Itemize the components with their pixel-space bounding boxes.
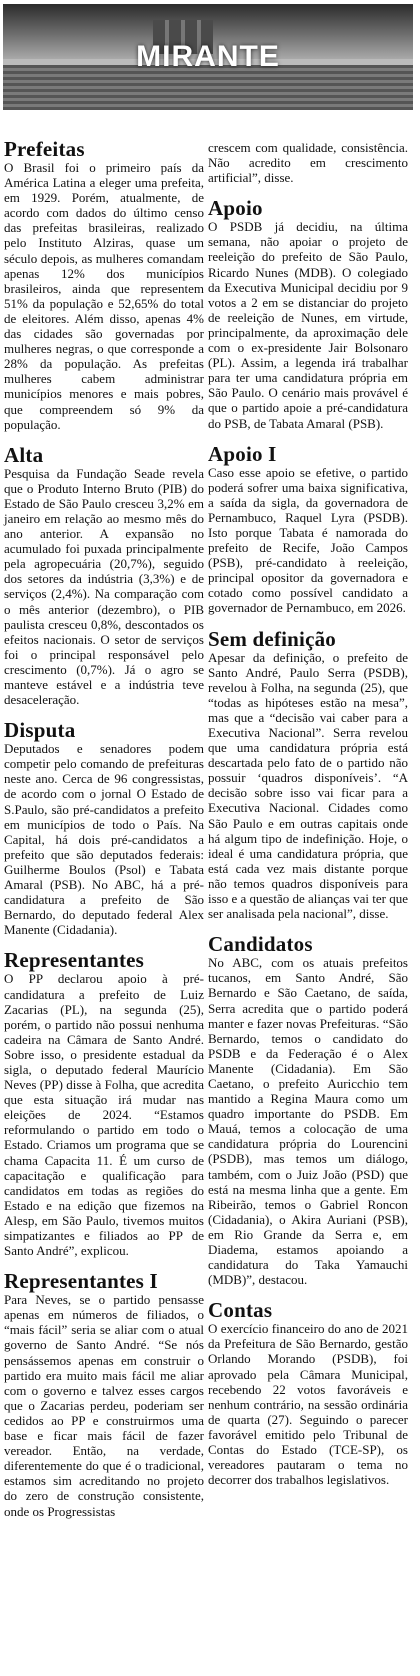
article-body: O exercício financeiro do ano de 2021 da Prefeitura de São Bernardo, gestão Orlando Morando (PSDB), foi aprovado pela Câmara Municipal, recebendo 22 votos favoráveis e nenhum contrário, na sessão ordinária de quarta (27). Seguindo o parecer favorável emitido pelo Tribunal de Contas do Estado (TCE-SP), os vereadores pautaram o tema no decorrer dos trabalhos legislativos.: [208, 1321, 408, 1488]
article-representantes-i-continued: [208, 140, 408, 185]
article-body: crescem com qualidade, consistência. Não acredito em crescimento artificial”, disse.: [208, 140, 408, 186]
article-body: No ABC, com os atuais prefeitos tucanos, em Santo André, São Bernardo e São Caetano, de saída, Serra acredita que o partido poderá manter e fazer novas Prefeituras. “São Bernardo, temos o candidato do PSDB e da Federação é o Alex Manente (Cidadania). Em São Caetano, o prefeito Auricchio tem mantido a Regina Maura como um quadro importante do PSDB. Em Mauá, temos a colocação de uma candidatura própria do Lourencini (PSDB), mas temos um diálogo, também, com o Juiz João (PSD) que está na mesma linha que a gente. Em Ribeirão, temos o Gabriel Roncon (Cidadania), o Akira Auriani (PSB), em Rio Grande da Serra e, em Diadema, estamos apoiando a candidatura do Taka Yamauchi (MDB)”, destacou.: [208, 955, 408, 1288]
article-body: O PP declarou apoio à pré-candidatura a prefeito de Luiz Zacarias (PL), na segunda (25), porém, o partido não possui nenhuma cadeira na Câmara de Santo André. Sobre isso, o presidente estadual da sigla, o deputado federal Maurício Neves (PP) disse à Folha, que acredita que esta situação irá mudar nas eleições de 2024. “Estamos reformulando o partido em todo o Estado. Criamos um programa que se chama Capacita 11. É um curso de capacitação e qualificação para candidatos em todas as regiões do Estado e na edição que fizemos na Alesp, em São Paulo, tivemos muitos simpatizantes e filiados ao PP de Santo André”, explicou.: [4, 971, 204, 1259]
article-body: O PSDB já decidiu, na última semana, não apoiar o projeto de reeleição do prefeito de São Paulo, Ricardo Nunes (MDB). O colegiado da Executiva Municipal decidiu por 9 votos a 2 em se distanciar do projeto de reeleição de Nunes, em virtude, principalmente, da aproximação dele com o ex-presidente Jair Bolsonaro (PL). Assim, a legenda irá trabalhar para ter uma candidatura própria em São Paulo. O cenário mais provável é que o partido apoie a pré-candidatura do PSB, de Tabata Amaral (PSB).: [208, 219, 408, 431]
article-heading: Apoio I: [208, 441, 277, 466]
article-body: O Brasil foi o primeiro país da América Latina a eleger uma prefeita, em 1929. Porém, atualmente, de acordo com dados do último censo das prefeitas brasileiras, realizado pelo Instituto Alziras, quase um século depois, as mulheres comandam apenas 12% dos municípios brasileiros, ainda que representem 51% da população e 52,65% do total de eleitores. Além disso, apenas 4% das cidades são governadas por mulheres negras, o que corresponde a 28% da população. As prefeitas mulheres cabem administrar municípios menores e mais pobres, que compreendem só 9% da população.: [4, 160, 204, 432]
article-representantes: [4, 949, 204, 1258]
article-apoio: [208, 197, 408, 430]
article-heading: Representantes I: [4, 1269, 158, 1294]
article-body: Caso esse apoio se efetive, o partido poderá sofrer uma baixa significativa, a saída da sigla, da governadora de Pernambuco, Raquel Lyra (PSDB). Isto porque Tabata é namorada do prefeito de Recife, João Campos (PSB), pré-candidato à reeleição, principal opositor da governadora e cotado como possível candidato a governador de Pernambuco, em 2026.: [208, 464, 408, 616]
article-apoio-i: [208, 443, 408, 616]
article-heading: Sem definição: [208, 626, 337, 651]
article-body: Apesar da definição, o prefeito de Santo André, Paulo Serra (PSDB), revelou à Folha, na segunda (25), que “todas as hipóteses estão na mesa”, mas que a “decisão vai caber para a Executiva Nacional”. Serra revelou que uma candidatura própria está descartada pelo fato de o partido não possuir ‘quadros disponíveis’. “A decisão sobre isso vai ficar para a Executiva Nacional. Cidades como São Paulo e em outras capitais onde há algum tipo de indefinição. Hoje, o ideal é uma candidatura própria, que está cada vez mais distante porque não temos quadros disponíveis para isso e a questão de alianças vai ter que ser analisada pela nacional”, disse.: [208, 649, 408, 922]
article-body: Pesquisa da Fundação Seade revela que o Produto Interno Bruto (PIB) do Estado de São Paulo cresceu 3,2% em janeiro em relação ao mesmo mês do ano anterior. A expansão no acumulado foi puxada principalmente pela agropecuária (20,7%), seguido dos setores da indústria (3,3%) e de serviços (2,4%). Na comparação com o mês anterior (dezembro), o PIB paulista cresceu 0,8%, descontados os efeitos nacionais. O setor de serviços foi o principal responsável pelo crescimento (0,7%). Já o agro se manteve estável e a indústria teve desaceleração.: [4, 465, 204, 708]
left-column: [4, 138, 204, 1531]
article-contas: [208, 1299, 408, 1487]
article-heading: Prefeitas: [4, 137, 85, 161]
article-alta: [4, 444, 204, 708]
article-heading: Candidatos: [208, 932, 313, 957]
column-title: MIRANTE: [136, 40, 280, 73]
right-column: [208, 140, 408, 1499]
column-banner: [3, 4, 413, 110]
article-sem-definicao: [208, 628, 408, 922]
article-heading: Alta: [4, 442, 44, 467]
article-representantes-i: [4, 1270, 204, 1518]
article-body: Deputados e senadores podem competir pelo comando de prefeituras neste ano. Cerca de 96 congressistas, de acordo com o jornal O Estado de S.Paulo, são pré-candidatos a prefeito em municípios de todo o País. Na Capital, há dois pré-candidatos a prefeito que são deputados federais: Guilherme Boulos (Psol) e Tabata Amaral (PSB). No ABC, há a pré-candidatura a prefeito de São Bernardo, do deputado federal Alex Manente (Cidadania).: [4, 741, 204, 938]
article-disputa: [4, 719, 204, 937]
article-heading: Contas: [208, 1298, 273, 1323]
article-body: Para Neves, se o partido pensasse apenas em números de filiados, o “mais fácil” seria se aliar com o atual governo de Santo André. “Se nós pensássemos apenas em construir o partido era muito mais fácil me aliar com o governo e talvez esses cargos que o Zacarias perdeu, poderiam ser cedidos ao PP e construirmos uma base e ficar mais fácil de fazer vereador. Então, na verdade, diferentemente do que é o tradicional, estamos sim acreditando no projeto do zero de construção consistente, onde os Progressistas: [4, 1292, 204, 1519]
article-heading: Disputa: [4, 718, 76, 743]
article-heading: Representantes: [4, 948, 145, 973]
article-prefeitas: [4, 138, 204, 432]
article-heading: Apoio: [208, 196, 263, 221]
article-candidatos: [208, 933, 408, 1287]
